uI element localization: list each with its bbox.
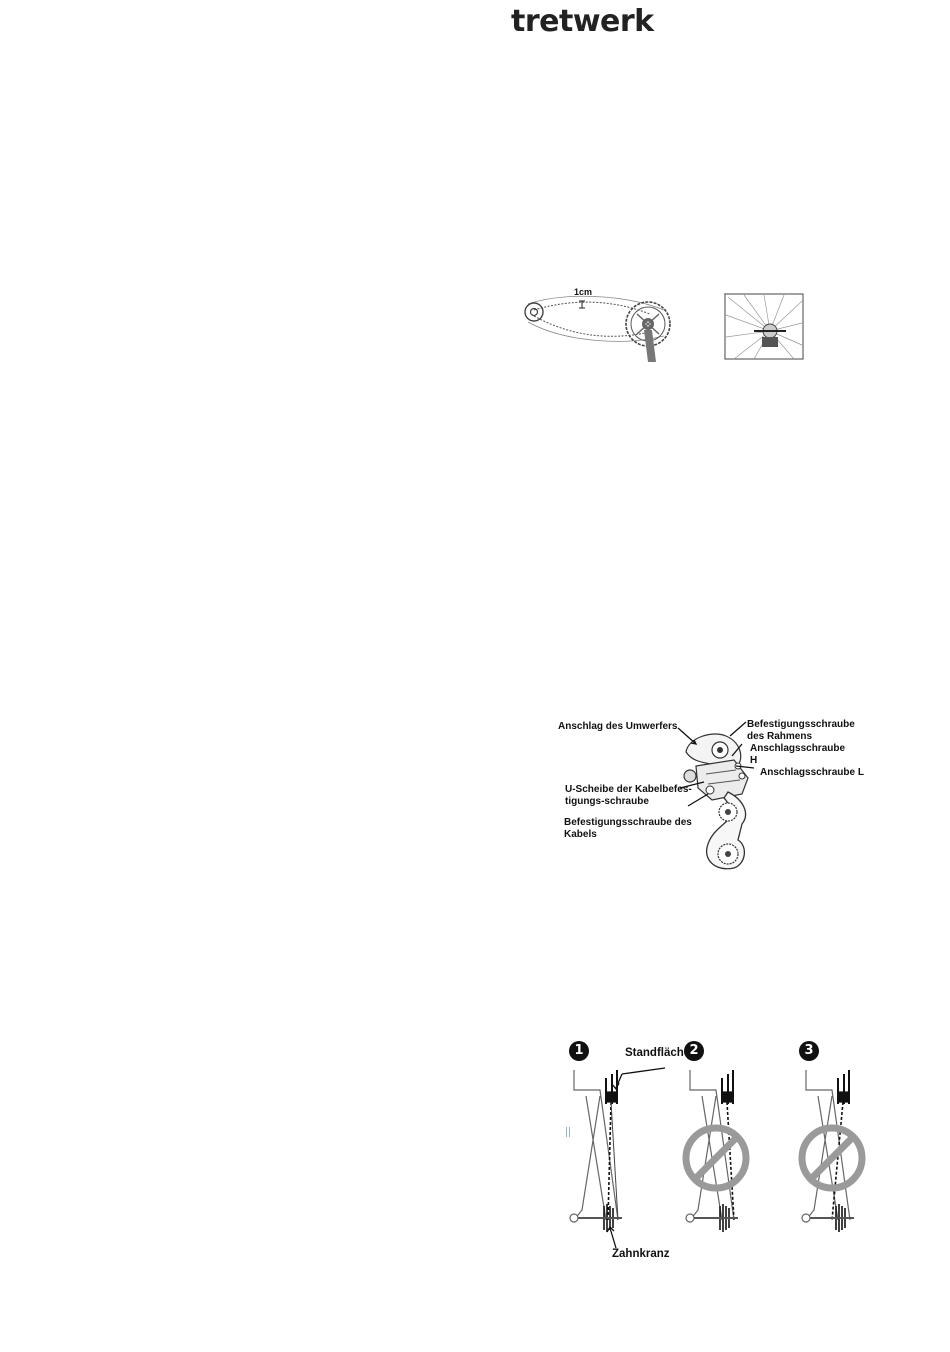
step-badge-3: 3 — [799, 1041, 819, 1061]
hanger-alignment-figure — [560, 1060, 880, 1250]
label-cable-washer-line1: U-Scheibe der Kabelbefes- — [565, 784, 692, 795]
label-standflaeche: Standfläche — [625, 1047, 691, 1059]
alignment-panel-3 — [802, 1070, 862, 1232]
brand-logo: tretwerk — [511, 4, 654, 39]
text-cursor-mark — [566, 1127, 570, 1137]
label-frame-screw-line2: des Rahmens — [747, 731, 813, 742]
step-badge-1: 1 — [569, 1041, 589, 1061]
label-derailleur-stop: Anschlag des Umwerfers — [558, 721, 678, 732]
wheel-hub-figure — [724, 293, 804, 360]
alignment-panel-1 — [570, 1070, 622, 1232]
label-frame-screw-line1: Befestigungsschraube — [747, 719, 855, 730]
label-zahnkranz: Zahnkranz — [612, 1248, 670, 1260]
chain-tension-figure — [514, 284, 689, 362]
label-stop-screw-h-line1: Anschlagsschraube — [750, 743, 846, 754]
alignment-panel-2 — [686, 1070, 746, 1232]
label-cable-washer-line2: tigungs-schraube — [565, 796, 649, 807]
label-cable-screw-line2: Kabels — [564, 829, 597, 840]
chain-gap-label: 1cm — [574, 287, 593, 297]
label-stop-screw-h-line2: H — [750, 755, 758, 766]
label-stop-screw-l: Anschlagsschraube L — [760, 767, 864, 778]
step-badge-2: 2 — [684, 1041, 704, 1061]
label-cable-screw-line1: Befestigungsschraube des — [564, 817, 692, 828]
